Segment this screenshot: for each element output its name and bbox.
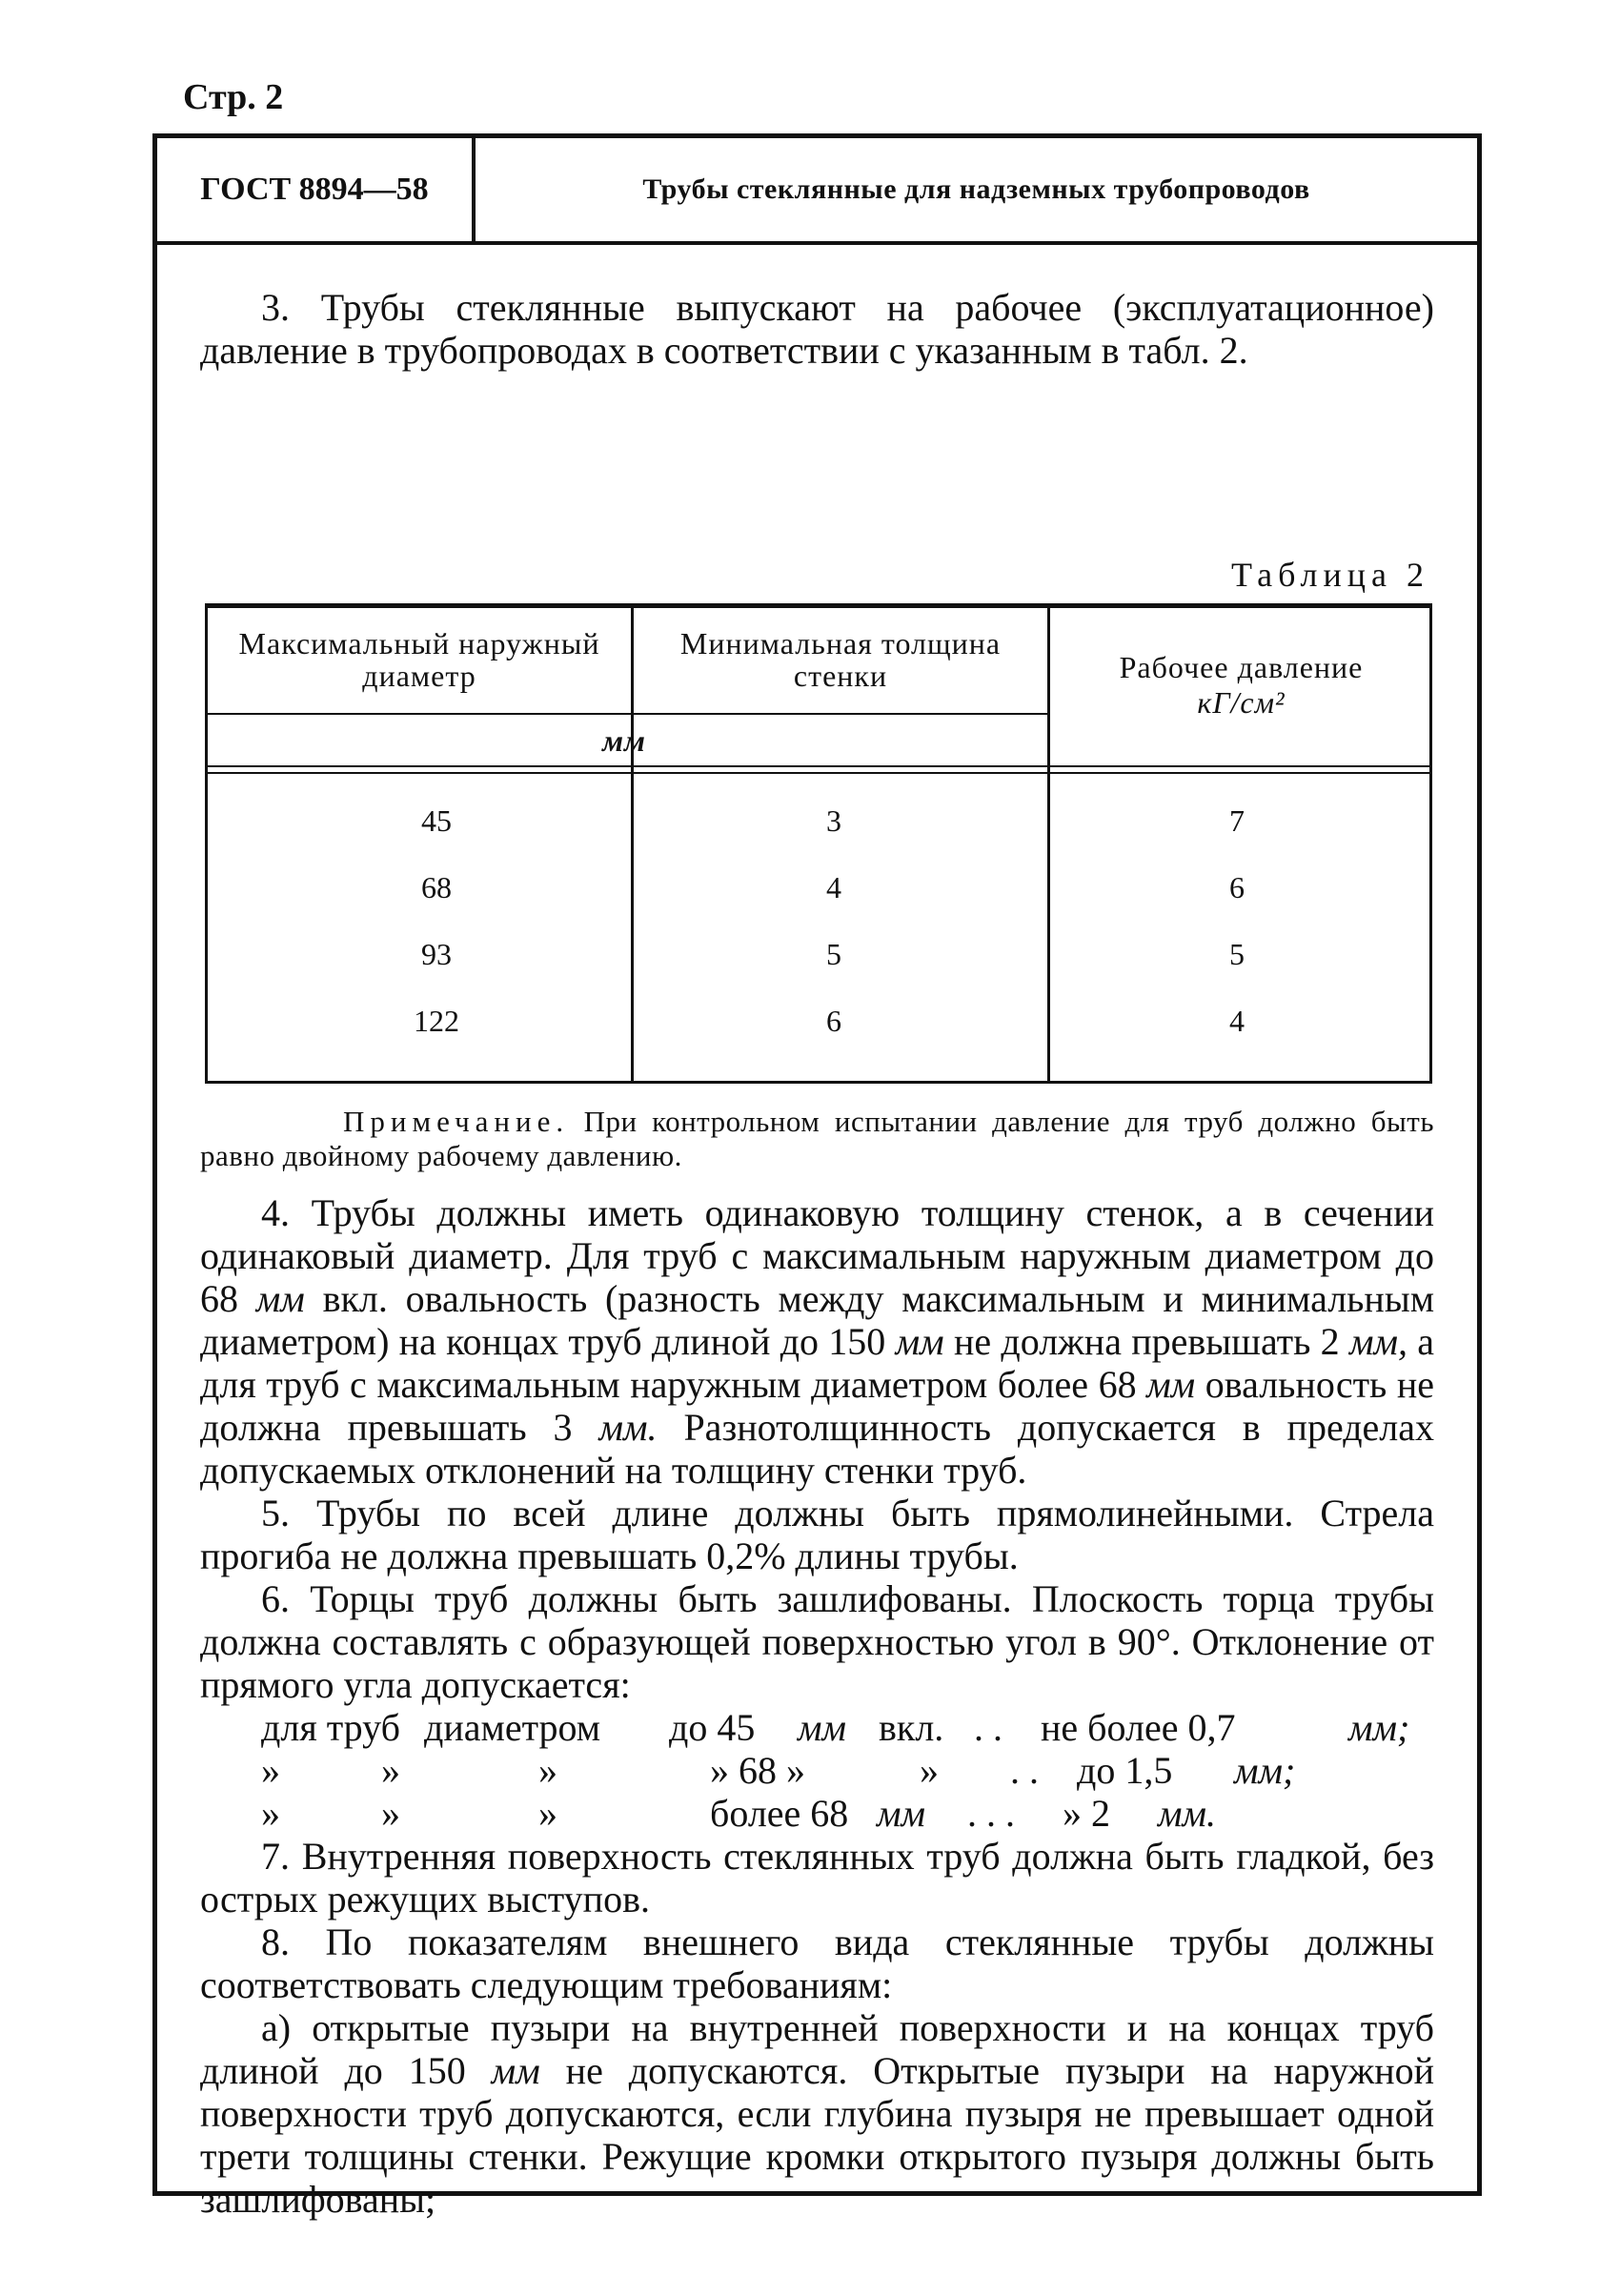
item-a-text: не допускаются. Открытые пузыри на наружной поверхности труб допускаются, если глубина пузыря не превышает одной трети толщины стенки. Режущие кромки открытого пузыря должны быть зашлифованы;: [200, 2049, 1435, 2221]
table-caption: Таблица 2: [1231, 556, 1429, 594]
tolerance-value: до 1,5: [1077, 1749, 1173, 1792]
item-a: [200, 2006, 1434, 2221]
unit-mm: мм: [877, 1792, 926, 1835]
unit-mm: мм: [895, 1320, 944, 1363]
note-label: Примечание.: [343, 1105, 570, 1138]
section-4-text: Разнотолщинность допускается в пределах допускаемых отклонений на толщину стенки труб.: [200, 1406, 1435, 1492]
standard-number: ГОСТ 8894—58: [157, 138, 476, 241]
tolerance-value: » 2: [1063, 1792, 1110, 1835]
table-cell: 93: [421, 937, 452, 971]
section-3-text: 3. Трубы стеклянные выпускают на рабочее (эксплуатационное) давление в трубопроводах в соответствии с указанным в табл. 2.: [200, 286, 1434, 372]
page-frame: [152, 133, 1482, 2221]
note-text: При контрольном испытании давление для труб должно быть равно двойному рабочему давлению.: [200, 1105, 1434, 1172]
section-4-text: 4. Трубы должны иметь одинаковую толщину стенок, а в сечении одинаковый диаметр. Для труб с максимальным наружным диаметром до 68: [200, 1191, 1434, 1320]
table-cell: 5: [826, 937, 841, 971]
unit-mm: мм,: [1348, 1320, 1407, 1363]
col-header-pressure-unit: кГ/см²: [1197, 685, 1286, 720]
section-4-text: не должна превышать 2: [953, 1320, 1340, 1363]
tolerance-row: [200, 1749, 1434, 1792]
section-8: 8. По показателям внешнего вида стеклянные трубы должны соответствовать следующим требованиям:: [200, 1920, 1434, 2006]
section-4-text: вкл. овальность (разность между максимальным и минимальным диаметром) на концах труб длиной до 150: [200, 1277, 1434, 1363]
unit-mm: мм.: [598, 1406, 658, 1449]
tolerance-text: вкл.: [879, 1706, 944, 1749]
table-cell: 4: [826, 870, 841, 904]
ditto-mark: »: [538, 1749, 557, 1792]
col-header-pressure: Рабочее давление: [1119, 650, 1364, 684]
table-unit-line: [205, 713, 1047, 715]
table-cell: 6: [826, 1004, 841, 1038]
table-cell: 5: [1229, 937, 1245, 971]
section-3: [200, 286, 1434, 372]
document-title: Трубы стеклянные для надземных трубопроводов: [642, 173, 1310, 205]
tolerance-value: не более 0,7: [1041, 1706, 1236, 1749]
tolerance-row: [200, 1792, 1434, 1835]
tolerance-dots: . .: [1010, 1749, 1039, 1792]
tolerance-dots: . . .: [967, 1792, 1015, 1835]
col-header-thickness: Минимальная толщина стенки: [679, 626, 1002, 693]
section-4-text: а для труб с максимальным наружным диаметром более 68: [200, 1320, 1435, 1406]
ditto-mark: »: [381, 1792, 400, 1835]
col-header-diameter: Максимальный наружный диаметр: [238, 626, 600, 693]
section-7: 7. Внутренняя поверхность стеклянных труб должна быть гладкой, без острых режущих выступов.: [200, 1835, 1434, 1920]
ditto-mark: »: [920, 1749, 939, 1792]
ditto-mark: »: [261, 1792, 280, 1835]
table-cell: 7: [1229, 803, 1245, 838]
table-note: [200, 1105, 1434, 1173]
unit-mm: мм;: [1348, 1706, 1410, 1749]
document-header: [157, 138, 1477, 245]
table-header-line-1: [205, 765, 1432, 767]
table-border-right: [1429, 608, 1432, 1081]
tolerance-text: » 68 »: [710, 1749, 805, 1792]
unit-mm: мм.: [1158, 1792, 1217, 1835]
table-cell: 68: [421, 870, 452, 904]
table-cell: 45: [421, 803, 452, 838]
table-border-left: [205, 608, 208, 1081]
unit-mm: мм: [798, 1706, 847, 1749]
note-paragraph: [200, 1105, 1434, 1173]
section-4-text: овальность не должна превышать 3: [200, 1363, 1434, 1449]
section-5: 5. Трубы по всей длине должны быть прямолинейными. Стрела прогиба не должна превышать 0,2% длины трубы.: [200, 1492, 1434, 1577]
table-header-line-2: [205, 772, 1432, 774]
ditto-mark: »: [261, 1749, 280, 1792]
tolerance-text: более 68: [710, 1792, 849, 1835]
table-cell: 4: [1229, 1004, 1245, 1038]
table-divider-2: [1047, 608, 1050, 1081]
tolerance-row: [200, 1706, 1434, 1749]
table-cell: 6: [1229, 870, 1245, 904]
data-table: [205, 603, 1432, 1084]
section-6: 6. Торцы труб должны быть зашлифованы. Плоскость торца трубы должна составлять с образующей поверхностью угол в 90°. Отклонение от прямого угла допускается:: [200, 1577, 1434, 1706]
table-cell: 122: [414, 1004, 459, 1038]
tolerance-text: диаметром: [424, 1706, 601, 1749]
ditto-mark: »: [538, 1792, 557, 1835]
table-cell: 3: [826, 803, 841, 838]
tolerance-dots: . .: [974, 1706, 1002, 1749]
unit-mm: мм: [491, 2049, 540, 2092]
unit-mm-label: мм: [602, 723, 646, 758]
page-number: Стр. 2: [183, 77, 284, 117]
section-4: [200, 1191, 1434, 1492]
ditto-mark: »: [381, 1749, 400, 1792]
tolerance-text: до 45: [669, 1706, 756, 1749]
unit-mm: мм;: [1234, 1749, 1296, 1792]
unit-mm: мм: [255, 1277, 305, 1320]
sections-main: [200, 1191, 1434, 2221]
item-a-text: а) открытые пузыри на внутренней поверхности и на концах труб длиной до 150: [200, 2006, 1434, 2092]
tolerance-text: для труб: [261, 1706, 400, 1749]
table-divider-1: [631, 608, 634, 1081]
unit-mm: мм: [1146, 1363, 1196, 1406]
